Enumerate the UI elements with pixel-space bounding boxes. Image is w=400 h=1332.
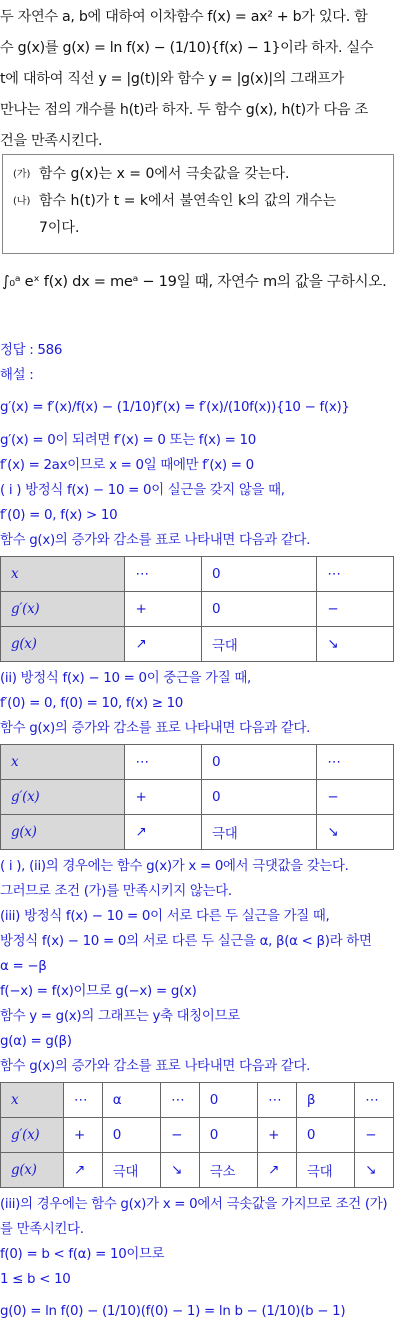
solution-line: 함수 g(x)의 증가와 감소를 표로 나타내면 다음과 같다.	[0, 533, 311, 548]
table-cell: g′(x)	[1, 1118, 64, 1153]
solution-line: ( i ) 방정식 f(x) − 10 = 0이 실근을 갖지 않을 때,	[0, 483, 285, 498]
solution-line: g(0) = ln f(0) − (1/10)(f(0) − 1) = ln b − (1/10)(b − 1)	[0, 1304, 346, 1319]
table-cell: ⋯	[125, 557, 202, 592]
table-cell: ↘	[355, 1153, 394, 1188]
solution-line: 그러므로 조건 (가)를 만족시키지 않는다.	[0, 884, 232, 899]
integral-question: ∫₀ᵃ eˣ f(x) dx = meᵃ − 19일 때, 자연수 m의 값을 구하시오.	[2, 273, 387, 290]
table-cell: ↘	[317, 815, 394, 850]
solution-line: f′(x) = 2ax이므로 x = 0일 때에만 f′(x) = 0	[0, 458, 254, 473]
condition-tag: (가)	[13, 169, 31, 180]
table-cell: ⋯	[317, 557, 394, 592]
table-cell: ⋯	[258, 1083, 297, 1118]
problem-line: 만나는 점의 개수를 h(t)라 하자. 두 함수 g(x), h(t)가 다음 조	[0, 102, 368, 118]
solution-line: 방정식 f(x) − 10 = 0의 서로 다른 두 실근을 α, β(α < β)라 하면	[0, 934, 372, 949]
solution-line: f(0) = b < f(α) = 10이므로	[0, 1247, 165, 1262]
table-cell: 극대	[202, 815, 317, 850]
conditions-box	[2, 154, 394, 254]
table-cell: 0	[102, 1118, 160, 1153]
table-cell: 0	[202, 745, 317, 780]
variation-table-3	[0, 1082, 394, 1188]
table-cell: +	[63, 1118, 102, 1153]
answer: 정답 : 586	[0, 343, 63, 358]
variation-table-1	[0, 556, 394, 662]
problem-statement	[0, 2, 398, 157]
variation-table-2	[0, 744, 394, 850]
table-cell: ⋯	[161, 1083, 200, 1118]
problem-line: 두 자연수 a, b에 대하여 이차함수 f(x) = ax² + b가 있다. 함	[0, 9, 368, 25]
table-cell: 0	[199, 1118, 257, 1153]
table-cell: 극대	[102, 1153, 160, 1188]
table-cell: ⋯	[63, 1083, 102, 1118]
table-cell: 0	[202, 592, 317, 627]
table-cell: x	[1, 1083, 64, 1118]
condition-b-continued	[11, 215, 393, 242]
table-cell: 극소	[199, 1153, 257, 1188]
solution-line: α = −β	[0, 959, 47, 974]
table-cell: −	[161, 1118, 200, 1153]
table-cell: 0	[202, 557, 317, 592]
table-cell: +	[125, 592, 202, 627]
table-cell: α	[102, 1083, 160, 1118]
solution-line: (iii)의 경우에는 함수 g(x)가 x = 0에서 극솟값을 가지므로 조건 (가)	[0, 1197, 388, 1212]
solution-heading: 해설 :	[0, 368, 34, 383]
solution-line: g(α) = g(β)	[0, 1034, 72, 1049]
problem-line: t에 대하여 직선 y = |g(t)|와 함수 y = |g(x)|의 그래프가	[0, 71, 345, 87]
solution	[0, 338, 400, 1332]
table-cell: −	[317, 780, 394, 815]
solution-line: f′(0) = 0, f(x) > 10	[0, 508, 118, 523]
solution-line: (iii) 방정식 f(x) − 10 = 0이 서로 다른 두 실근을 가질 때,	[0, 909, 330, 924]
table-cell: 0	[296, 1118, 354, 1153]
table-cell: x	[1, 557, 125, 592]
condition-text: 함수 h(t)가 t = k에서 불연속인 k의 값의 개수는	[39, 193, 337, 209]
condition-tag	[11, 215, 39, 242]
table-cell: ⋯	[317, 745, 394, 780]
table-cell: ⋯	[355, 1083, 394, 1118]
table-cell: ↗	[63, 1153, 102, 1188]
table-cell: g(x)	[1, 815, 125, 850]
condition-tag: (나)	[13, 196, 31, 207]
solution-line: ( i ), (ii)의 경우에는 함수 g(x)가 x = 0에서 극댓값을 갖는다.	[0, 859, 349, 874]
table-cell: g′(x)	[1, 780, 125, 815]
solution-line: f′(0) = 0, f(0) = 10, f(x) ≥ 10	[0, 696, 184, 711]
solution-line: 1 ≤ b < 10	[0, 1272, 71, 1287]
solution-line: f(−x) = f(x)이므로 g(−x) = g(x)	[0, 984, 197, 999]
solution-line: (ii) 방정식 f(x) − 10 = 0이 중근을 가질 때,	[0, 671, 251, 686]
table-cell: x	[1, 745, 125, 780]
solution-line: 함수 y = g(x)의 그래프는 y축 대칭이므로	[0, 1009, 240, 1024]
table-cell: +	[258, 1118, 297, 1153]
solution-line: 함수 g(x)의 증가와 감소를 표로 나타내면 다음과 같다.	[0, 1059, 311, 1074]
solution-line: 함수 g(x)의 증가와 감소를 표로 나타내면 다음과 같다.	[0, 721, 311, 736]
solution-line: g′(x) = 0이 되려면 f′(x) = 0 또는 f(x) = 10	[0, 433, 256, 448]
table-cell: ⋯	[125, 745, 202, 780]
table-cell: 0	[202, 780, 317, 815]
table-cell: +	[125, 780, 202, 815]
solution-line: 를 만족시킨다.	[0, 1222, 84, 1237]
table-cell: ↗	[125, 815, 202, 850]
table-cell: ↗	[125, 627, 202, 662]
table-cell: β	[296, 1083, 354, 1118]
condition-a	[11, 161, 393, 188]
table-cell: 극대	[202, 627, 317, 662]
table-cell: g(x)	[1, 1153, 64, 1188]
table-cell: g(x)	[1, 627, 125, 662]
problem-line: 수 g(x)를 g(x) = ln f(x) − (1/10){f(x) − 1}이라 하자. 실수	[0, 40, 374, 56]
table-cell: g′(x)	[1, 592, 125, 627]
problem-line: 건을 만족시킨다.	[0, 133, 103, 149]
condition-text: 함수 g(x)는 x = 0에서 극솟값을 갖는다.	[39, 166, 290, 182]
solution-line: g′(x) = f′(x)/f(x) − (1/10)f′(x) = f′(x)/(10f(x)){10 − f(x)}	[0, 400, 350, 415]
table-cell: 0	[199, 1083, 257, 1118]
table-cell: ↗	[258, 1153, 297, 1188]
condition-text: 7이다.	[39, 220, 80, 236]
table-cell: −	[355, 1118, 394, 1153]
condition-b	[11, 188, 393, 215]
table-cell: 극대	[296, 1153, 354, 1188]
table-cell: ↘	[317, 627, 394, 662]
table-cell: −	[317, 592, 394, 627]
table-cell: ↘	[161, 1153, 200, 1188]
